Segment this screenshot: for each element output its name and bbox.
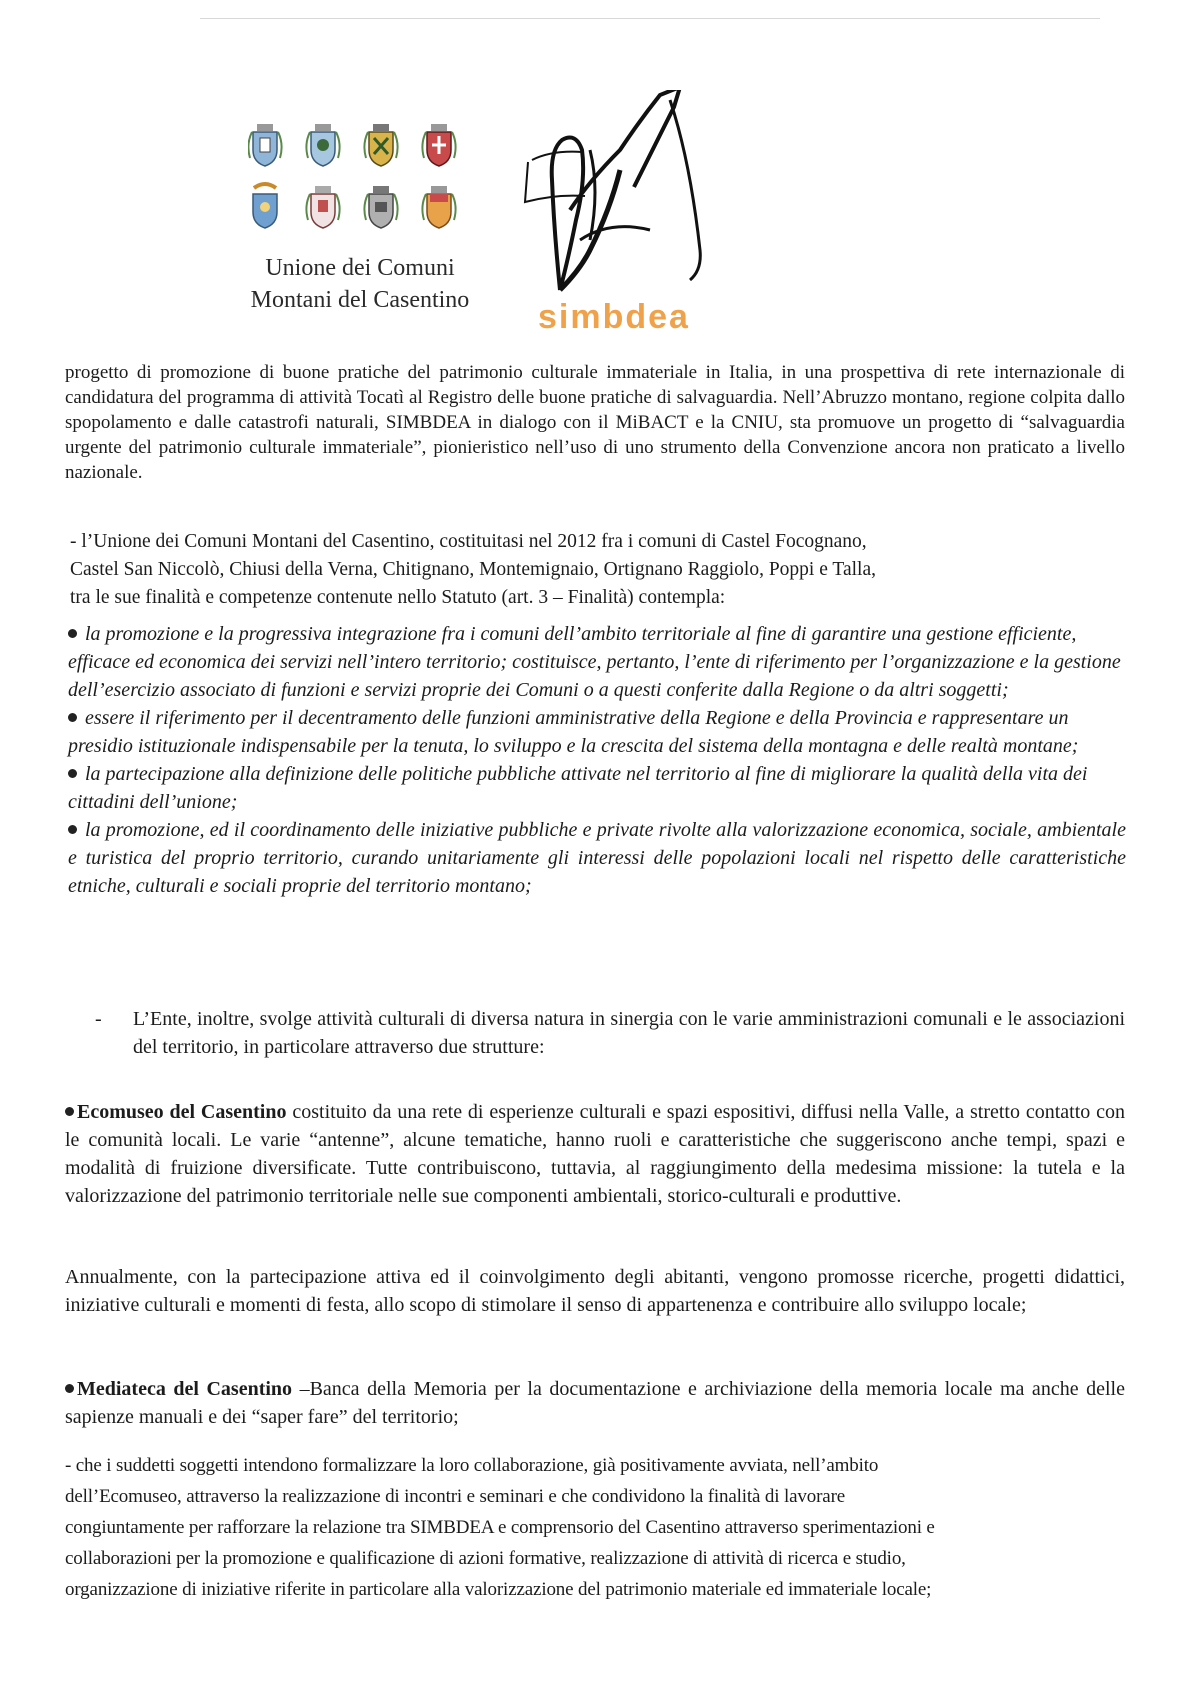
crest-icon — [422, 124, 455, 166]
soggetti-paragraph — [65, 1450, 1125, 1605]
union-name — [220, 252, 500, 316]
union-paragraph-line-3: tra le sue finalità e competenze contenute nello Statuto (art. 3 – Finalità) contempla: — [70, 587, 726, 608]
finalita-list — [68, 620, 1126, 900]
dash-marker: - — [95, 1008, 102, 1030]
union-paragraph-line-2: Castel San Niccolò, Chiusi della Verna, Chitignano, Montemignaio, Ortignano Raggiolo, Poppi e Talla, — [70, 559, 876, 580]
bullet-icon — [65, 1384, 74, 1393]
ecomuseo-paragraph — [65, 1098, 1125, 1210]
municipal-crests — [248, 118, 478, 268]
bullet-icon — [68, 769, 77, 778]
bullet-icon — [65, 1107, 74, 1116]
annual-paragraph: Annualmente, con la partecipazione attiva ed il coinvolgimento degli abitanti, vengono promosse ricerche, progetti didattici, iniziative culturali e momenti di festa, allo scopo di stimolare il senso di appartenenza e contribuire allo sviluppo locale; — [65, 1266, 1125, 1316]
union-paragraph — [70, 528, 1130, 612]
bullet-icon — [68, 825, 77, 834]
ente-paragraph-text: L’Ente, inoltre, svolge attività culturali di diversa natura in sinergia con le varie amministrazioni comunali e le associazioni del territorio, in particolare attraverso due strutture: — [133, 1008, 1125, 1058]
crest-icon — [422, 186, 455, 228]
list-item — [68, 816, 1126, 900]
ecomuseo-text: costituito da una rete di esperienze culturali e spazi espositivi, diffusi nella Valle, a stretto contatto con le comunità locali. Le varie “antenne”, alcune tematiche, hanno ruoli e caratteristiche che suggeriscono anche tempi, spazi e modalità di fruizione diversificate. Tutte contribuiscono, tuttavia, al raggiungimento della medesima missione: la tutela e la valorizzazione del patrimonio territoriale nelle sue componenti ambientali, storico-culturali e produttive. — [65, 1101, 1125, 1207]
crest-icon — [253, 184, 277, 228]
bullet-icon — [68, 713, 77, 722]
simbdea-logo-icon — [520, 90, 720, 305]
ente-paragraph — [95, 1005, 1125, 1061]
union-paragraph-line-1: - l’Unione dei Comuni Montani del Casentino, costituitasi nel 2012 fra i comuni di Castel Focognano, — [70, 531, 867, 552]
finalita-item-text: essere il riferimento per il decentramento delle funzioni amministrative della Regione e della Provincia e rappresentare un presidio istituzionale indispensabile per la tenuta, lo sviluppo e la crescita del sistema della montagna e delle realtà montane; — [68, 707, 1079, 757]
union-name-line-1: Unione dei Comuni — [265, 255, 455, 281]
finalita-item-text: la promozione e la progressiva integrazione fra i comuni dell’ambito territoriale al fine di garantire una gestione efficiente, efficace ed economica dei servizi nell’intero territorio; costituisce, pertanto, l’ente di riferimento per l’organizzazione e la gestione dell’esercizio associato di funzioni e servizi proprie dei Comuni o a questi conferite dalla Regione o da altri soggetti; — [68, 623, 1121, 701]
soggetti-line-4: collaborazioni per la promozione e qualificazione di azioni formative, realizzazione di attività di ricerca e studio, — [65, 1548, 906, 1569]
union-name-line-2: Montani del Casentino — [250, 287, 470, 313]
soggetti-line-1: - che i suddetti soggetti intendono formalizzare la loro collaborazione, già positivamente avviata, nell’ambito — [65, 1455, 879, 1476]
list-item — [68, 620, 1126, 704]
list-item — [68, 760, 1126, 816]
ecomuseo-title: Ecomuseo del Casentino — [77, 1101, 287, 1123]
crest-icon — [248, 124, 281, 166]
soggetti-line-3: congiuntamente per rafforzare la relazione tra SIMBDEA e comprensorio del Casentino attraverso sperimentazioni e — [65, 1517, 935, 1538]
mediateca-title: Mediateca del Casentino — [77, 1378, 293, 1400]
bullet-icon — [68, 629, 77, 638]
finalita-item-text: la partecipazione alla definizione delle politiche pubbliche attivate nel territorio al fine di migliorare la qualità della vita dei cittadini dell’unione; — [68, 763, 1088, 813]
crest-icon — [306, 124, 339, 166]
scan-edge-line — [200, 18, 1100, 19]
mediateca-text: –Banca della Memoria per la documentazione e archiviazione della memoria locale ma anche delle sapienze manuali e dei “saper fare” del territorio; — [65, 1378, 1125, 1428]
list-item — [68, 704, 1126, 760]
soggetti-line-2: dell’Ecomuseo, attraverso la realizzazione di incontri e seminari e che condividono la finalità di lavorare — [65, 1486, 846, 1507]
crest-icon — [306, 186, 339, 228]
crest-icon — [364, 124, 397, 166]
crest-icon — [364, 186, 397, 228]
mediateca-paragraph — [65, 1375, 1125, 1431]
intro-paragraph: progetto di promozione di buone pratiche del patrimonio culturale immateriale in Italia, in una prospettiva di rete internazionale di candidatura del programma di attività Tocatì al Registro delle buone pratiche di salvaguardia. Nell’Abruzzo montano, regione colpita dallo spopolamento e dalle catastrofi naturali, SIMBDEA in dialogo con il MiBACT e la CNIU, sta promuove un progetto di “salvaguardia urgente del patrimonio culturale immateriale”, pionieristico nell’uso di uno strumento della Convenzione ancora non praticato a livello nazionale. — [65, 362, 1125, 483]
soggetti-line-5: organizzazione di iniziative riferite in particolare alla valorizzazione del patrimonio materiale ed immateriale locale; — [65, 1579, 932, 1600]
finalita-item-text: la promozione, ed il coordinamento delle iniziative pubbliche e private rivolte alla valorizzazione economica, sociale, ambientale e turistica del proprio territorio, curando unitariamente gli interessi delle popolazioni locali nel rispetto delle caratteristiche etniche, culturali e sociali proprie del territorio montano; — [68, 819, 1126, 897]
simbdea-logo-text: simbdea — [538, 298, 690, 336]
